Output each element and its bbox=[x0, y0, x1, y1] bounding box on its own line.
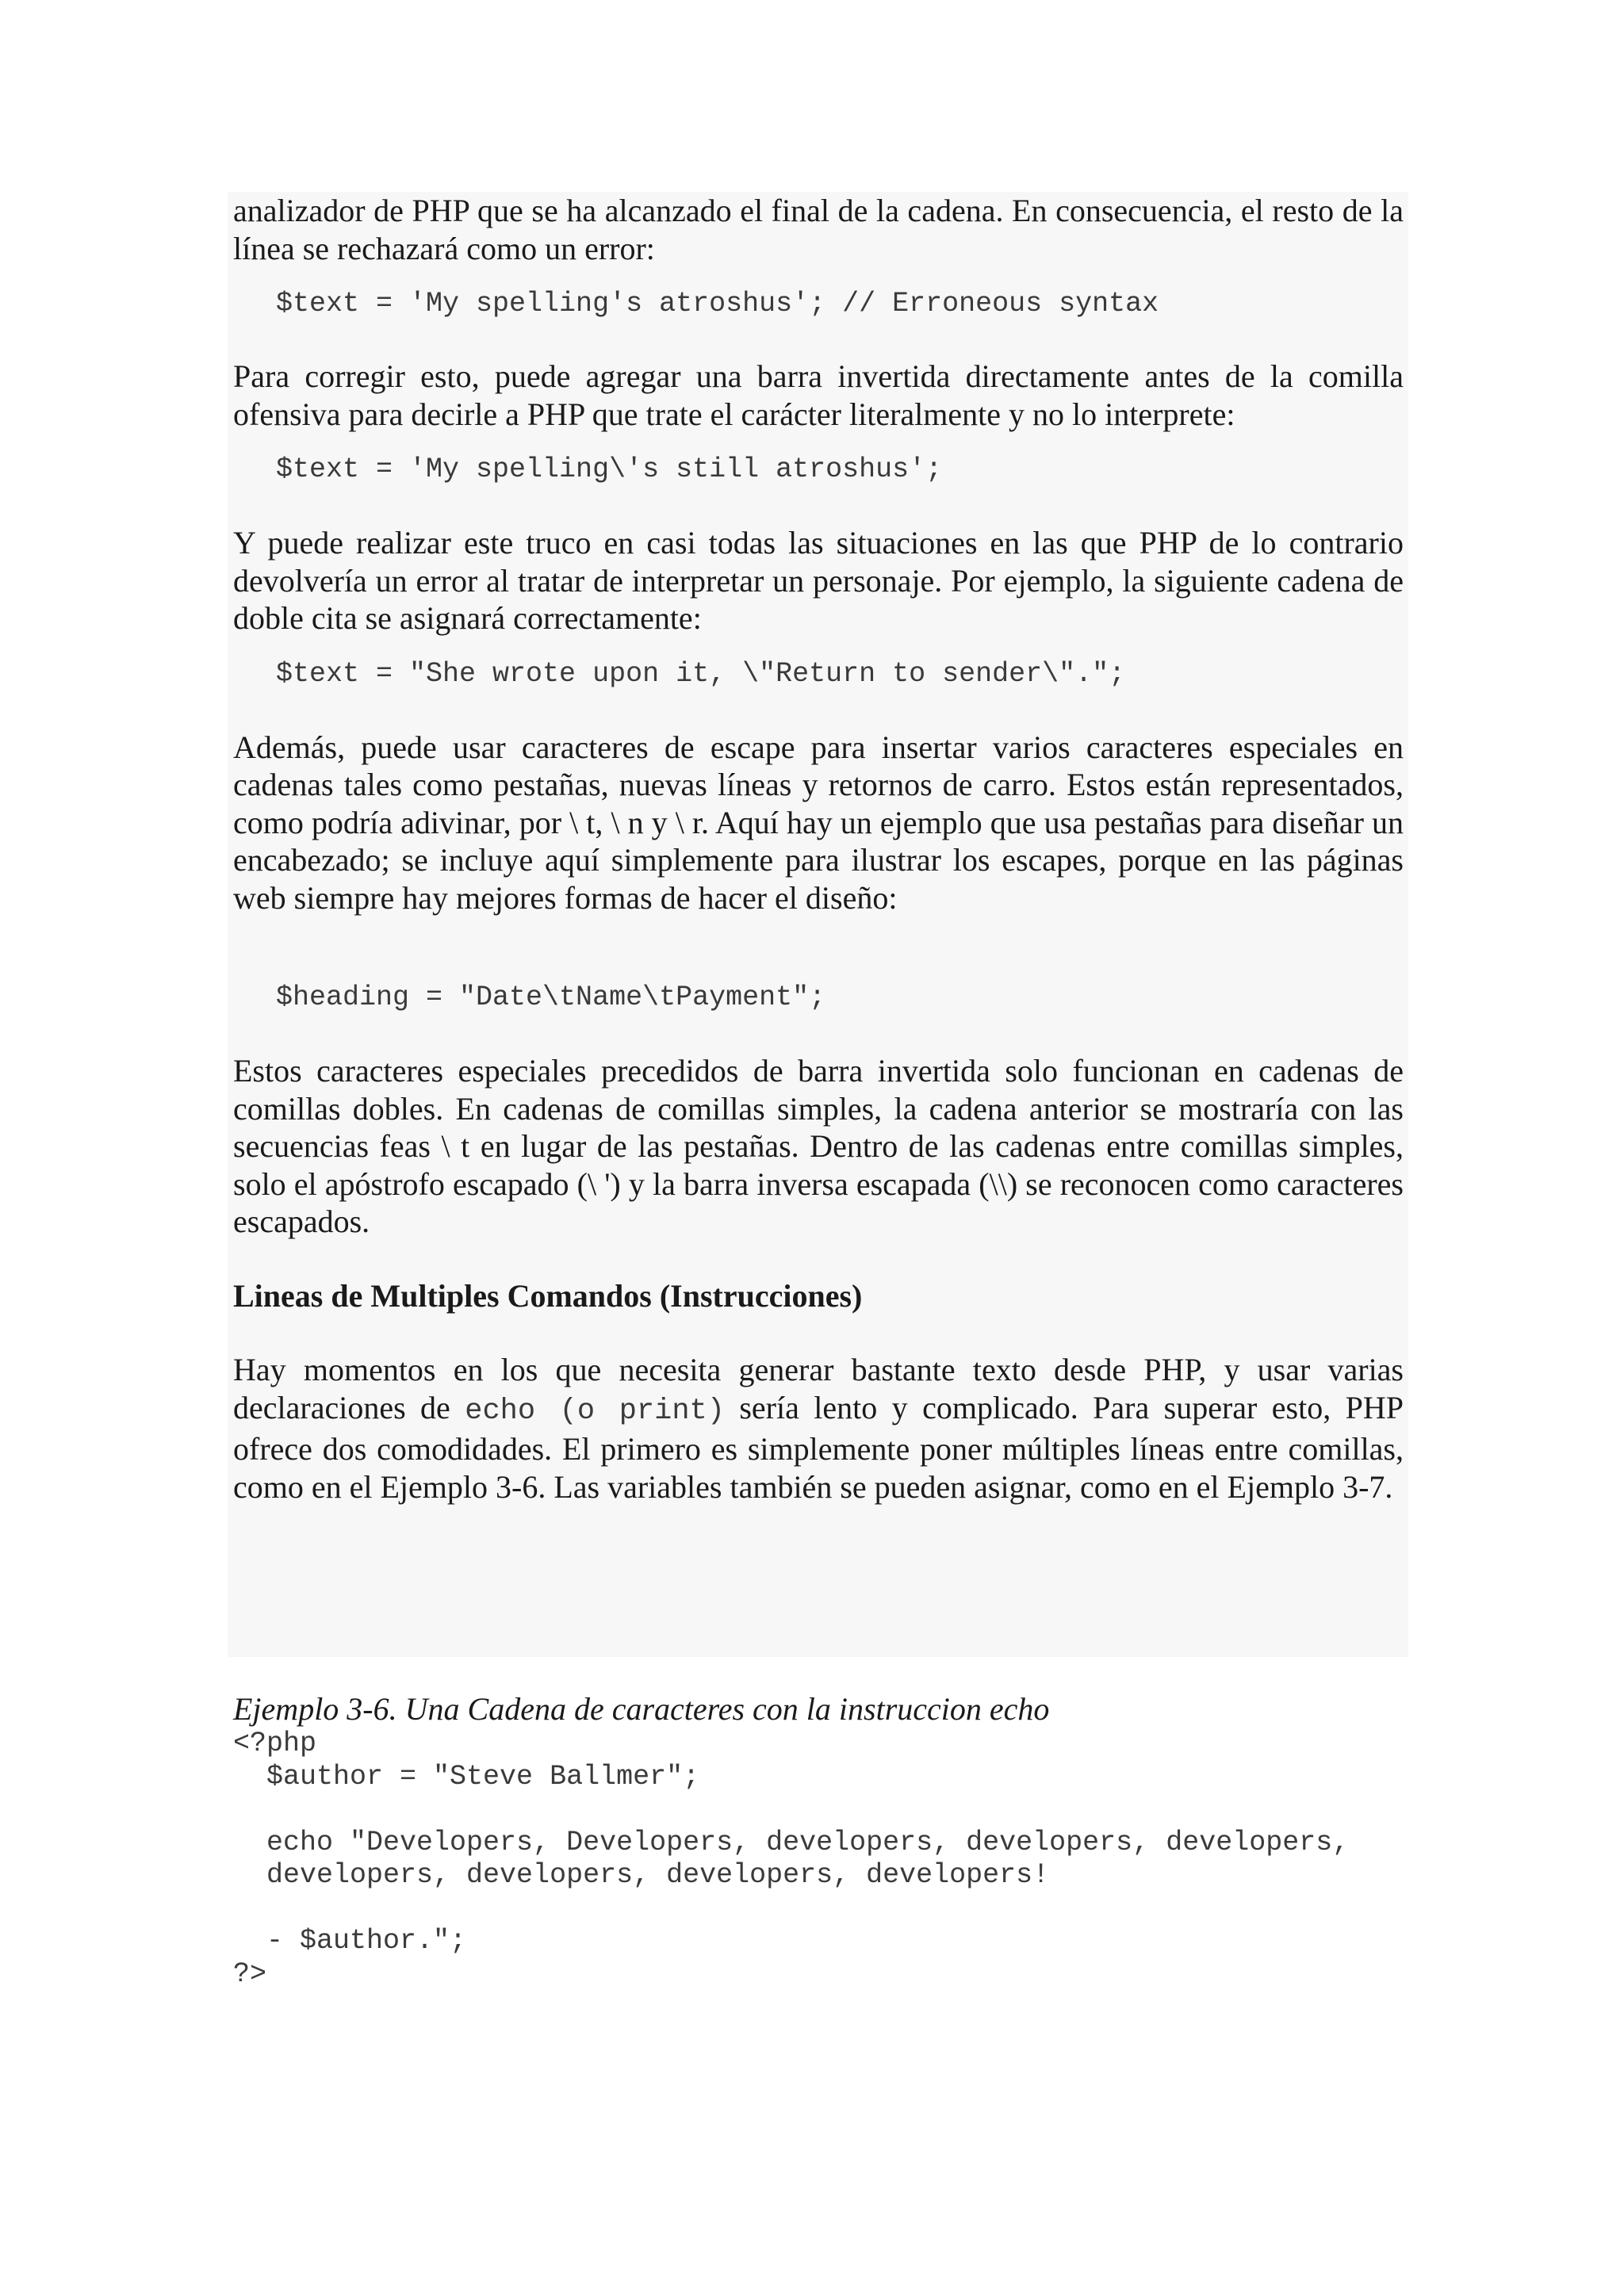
paragraph-6 bbox=[233, 1351, 1404, 1506]
code-listing-line: $author = "Steve Ballmer"; bbox=[233, 1760, 700, 1793]
code-listing-line: ?> bbox=[233, 1957, 267, 1990]
section-heading: Lineas de Multiples Comandos (Instrucciones) bbox=[233, 1277, 863, 1314]
paragraph-5: Estos caracteres especiales precedidos de barra invertida solo funcionan en cadenas de comillas dobles. En cadenas de comillas simples, la cadena anterior se mostraría con las secuencias feas \ t en lugar de las pestañas. Dentro de las cadenas entre comillas simples, solo el apóstrofo escapado (\ ') y la barra inversa escapada (\\) se reconocen como caracteres escapados. bbox=[233, 1053, 1404, 1239]
code-listing-line: developers, developers, developers, developers! bbox=[233, 1859, 1050, 1891]
paragraph-1: analizador de PHP que se ha alcanzado el final de la cadena. En consecuencia, el resto de la línea se rechazará como un error: bbox=[233, 193, 1404, 266]
paragraph-6-text-before: Hay momentos en los que necesita generar bastante texto desde PHP, y usar varias declaraciones de bbox=[233, 1352, 1404, 1425]
code-listing-line: <?php bbox=[233, 1728, 317, 1759]
example-caption: Ejemplo 3-6. Una Cadena de caracteres con la instruccion echo bbox=[233, 1691, 1050, 1727]
paragraph-6-inline-code: echo (o print) bbox=[465, 1394, 725, 1428]
code-listing-line: echo "Developers, Developers, developers, developers, developers, bbox=[233, 1826, 1350, 1858]
example-listing bbox=[233, 1690, 1407, 1991]
code-listing-line bbox=[233, 1793, 1407, 1827]
code-listing-line bbox=[233, 1892, 1407, 1926]
paragraph-2: Para corregir esto, puede agregar una barra invertida directamente antes de la comilla ofensiva para decirle a PHP que trate el carácter literalmente y no lo interprete: bbox=[233, 358, 1404, 432]
document-body bbox=[233, 192, 1404, 1506]
paragraph-4: Además, puede usar caracteres de escape para insertar varios caracteres especiales en cadenas tales como pestañas, nuevas líneas y retornos de carro. Estos están representados, como podría adivinar, por \ t, \ n y \ r. Aquí hay un ejemplo que usa pestañas para diseñar un encabezado; se incluye aquí simplemente para ilustrar los escapes, porque en las páginas web siempre hay mejores formas de hacer el diseño: bbox=[233, 729, 1404, 916]
code-line-double-quote: $text = "She wrote upon it, \"Return to sender\"."; bbox=[276, 657, 1126, 690]
code-line-erroneous-syntax: $text = 'My spelling's atroshus'; // Erroneous syntax bbox=[276, 288, 1159, 320]
paragraph-6-text-after: sería lento y complicado. Para superar esto, PHP ofrece dos comodidades. El primero es simplemente poner múltiples líneas entre comillas, como en el Ejemplo 3-6. Las variables también se pueden asignar, como en el Ejemplo 3-7. bbox=[233, 1389, 1404, 1505]
code-line-escaped-quote: $text = 'My spelling\'s still atroshus'; bbox=[276, 453, 943, 485]
paragraph-3: Y puede realizar este truco en casi todas las situaciones en las que PHP de lo contrario devolvería un error al tratar de interpretar un personaje. Por ejemplo, la siguiente cadena de doble cita se asignará correctamente: bbox=[233, 525, 1404, 636]
code-listing-line: - $author."; bbox=[233, 1925, 467, 1957]
code-line-heading: $heading = "Date\tName\tPayment"; bbox=[276, 982, 826, 1013]
